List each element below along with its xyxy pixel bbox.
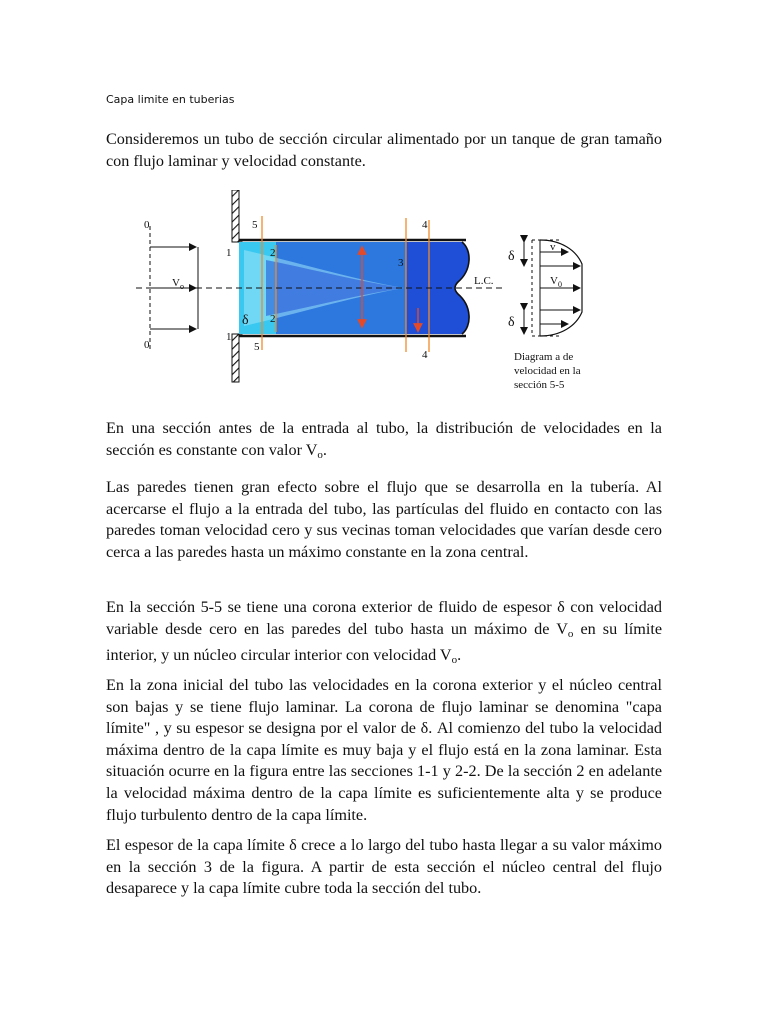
- label-delta-profile-bottom: δ: [508, 315, 515, 330]
- paragraph-boundary-layer: En la zona inicial del tubo las velocidades en la corona exterior y el núcleo central son bajas y se tiene flujo laminar. La corona de flujo laminar se denomina "capa límite" , y su espesor se designa por el valor de δ. Al comienzo del tubo la velocidad máxima dentro de la capa límite es muy baja y el flujo está en la zona laminar. Esta situación ocurre en la figura entre las secciones 1-1 y 2-2. De la sección 2 en adelante la velocidad máxima dentro de la capa límite es suficientemente alta y se produce flujo turbulento dentro de la capa límite.: [106, 676, 662, 824]
- section-heading: Capa limite en tuberias: [106, 93, 235, 106]
- label-section-5-bottom: 5: [254, 341, 260, 353]
- label-profile-v0: $V_0$: [550, 275, 562, 289]
- label-delta-pipe: δ: [242, 313, 249, 328]
- paragraph-section-5-5: En la sección 5-5 se tiene una corona exterior de fluido de espesor δ con velocidad variable desde cero en las paredes del tubo hasta un máximo de $V_o$ en su límite interior, y un núcleo circular interior con velocidad $V_o$.: [106, 598, 663, 667]
- label-section-1-bottom: 1: [226, 331, 232, 343]
- label-section-0-bottom: 0: [144, 339, 150, 351]
- label-centerline: L.C.: [474, 275, 494, 287]
- label-inlet-velocity: $V_o$: [172, 277, 184, 291]
- tank-wall: [232, 190, 239, 382]
- caption-line-1: Diagram a de: [514, 351, 574, 363]
- caption-line-2: velocidad en la: [514, 365, 581, 377]
- label-section-1-top: 1: [226, 247, 232, 259]
- velocity-profile-diagram: [524, 240, 582, 336]
- paragraph-intro: Consideremos un tubo de sección circular alimentado por un tanque de gran tamaño con flujo laminar y velocidad constante.: [106, 130, 662, 170]
- label-section-0-top: 0: [144, 219, 150, 231]
- label-section-2-bottom: 2: [270, 313, 276, 325]
- paragraph-inlet-distribution: En una sección antes de la entrada al tubo, la distribución de velocidades en la sección es constante con valor $V_o$.: [106, 419, 662, 461]
- label-section-4-top: 4: [422, 219, 428, 231]
- paragraph-thickness-growth: El espesor de la capa límite δ crece a lo largo del tubo hasta llegar a su valor máximo en la sección 3 de la figura. A partir de esta sección el núcleo central del flujo desaparece y la capa límite cubre toda la sección del tubo.: [106, 836, 662, 898]
- label-section-4-bottom: 4: [422, 349, 428, 361]
- label-profile-v: v: [550, 241, 556, 253]
- label-section-3: 3: [398, 257, 404, 269]
- label-section-5-top: 5: [252, 219, 258, 231]
- label-delta-profile-top: δ: [508, 249, 515, 264]
- paragraph-wall-effect: Las paredes tienen gran efecto sobre el flujo que se desarrolla en la tubería. Al acercarse el flujo a la entrada del tubo, las partículas del fluido en contacto con las paredes toman velocidad cero y sus vecinas toman velocidades que varían desde cero cerca a las paredes hasta un máximo constante en la zona central.: [106, 478, 662, 561]
- caption-line-3: sección 5-5: [514, 379, 565, 391]
- label-section-2-top: 2: [270, 247, 276, 259]
- pipe-boundary-layer-figure: [136, 190, 626, 400]
